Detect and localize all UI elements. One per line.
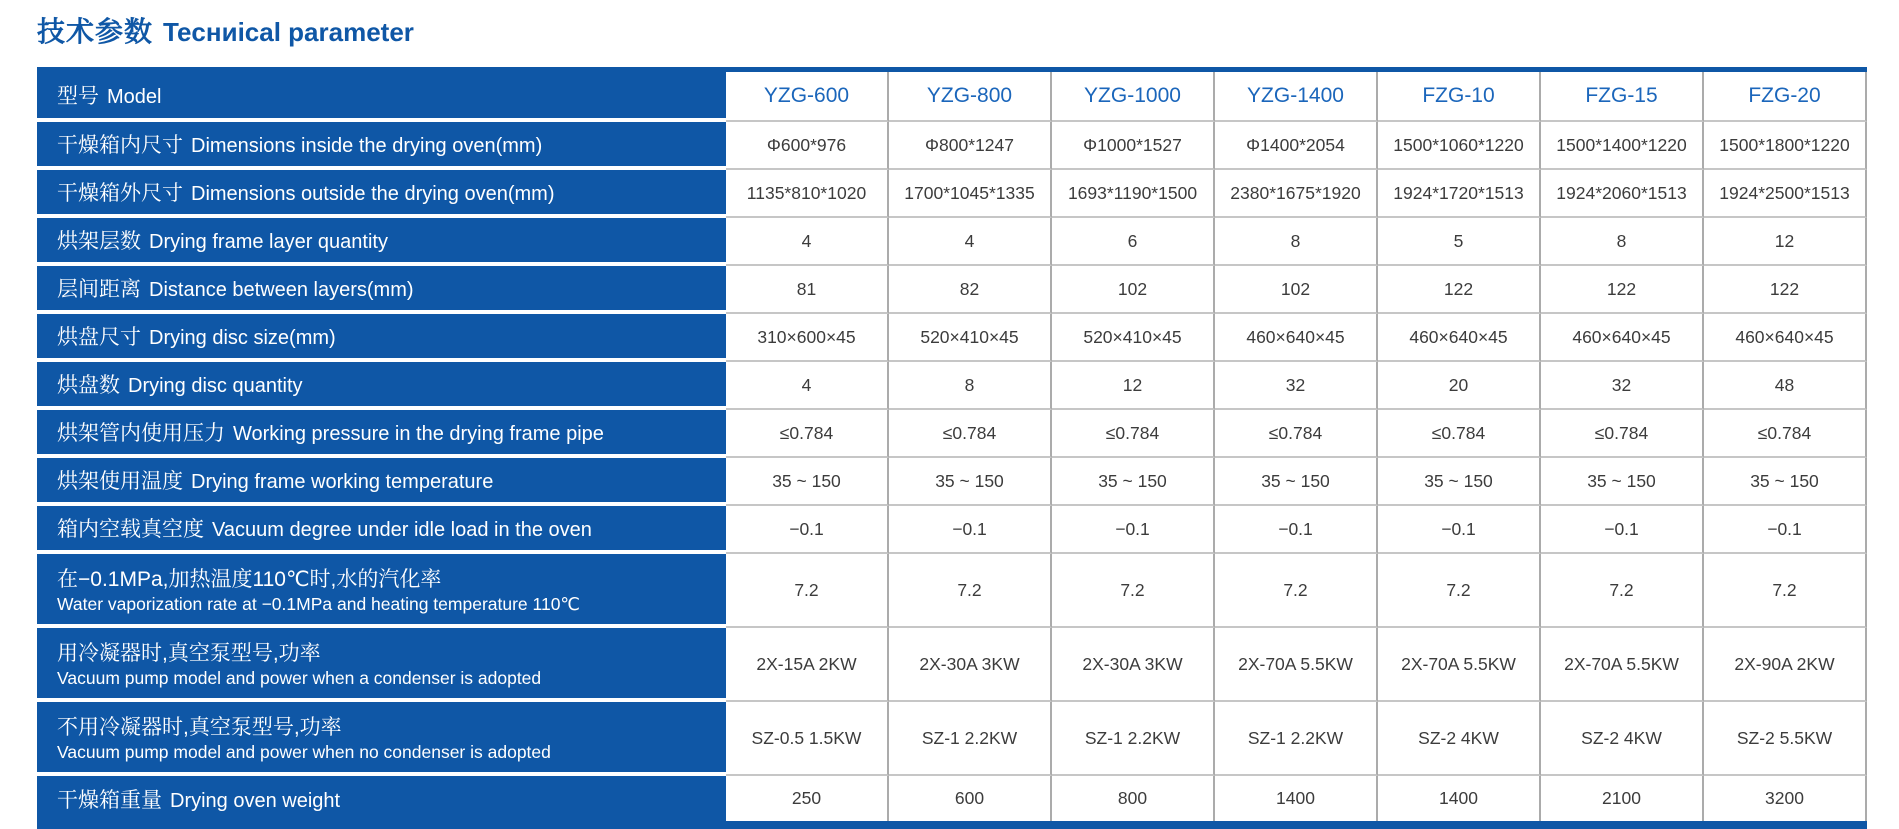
value-cell: 35 ~ 150 <box>1541 458 1704 506</box>
value-cell: 2X-15A 2KW <box>726 628 889 702</box>
page-title-en: Tecниical parameter <box>163 17 414 47</box>
table-row <box>37 628 1867 702</box>
value-cell: 2X-70A 5.5KW <box>1215 628 1378 702</box>
value-cell: 2X-30A 3KW <box>889 628 1052 702</box>
value-cell: Φ1000*1527 <box>1052 122 1215 170</box>
value-cell: −0.1 <box>1215 506 1378 554</box>
value-cell: SZ-2 4KW <box>1378 702 1541 776</box>
model-header-fzg-10: FZG-10 <box>1378 72 1541 122</box>
value-cell: SZ-1 2.2KW <box>1052 702 1215 776</box>
value-cell: 12 <box>1052 362 1215 410</box>
model-header-yzg-1000: YZG-1000 <box>1052 72 1215 122</box>
row-label-en: Vacuum pump model and power when no condenser is adopted <box>57 742 551 762</box>
value-cell: 7.2 <box>889 554 1052 628</box>
value-cell: −0.1 <box>726 506 889 554</box>
value-cell: 2100 <box>1541 776 1704 821</box>
page-title-zh: 技术参数 <box>37 16 154 47</box>
model-header-fzg-15: FZG-15 <box>1541 72 1704 122</box>
value-cell: 1135*810*1020 <box>726 170 889 218</box>
value-cell: 8 <box>889 362 1052 410</box>
value-cell: 2X-70A 5.5KW <box>1541 628 1704 702</box>
row-label-en: Water vaporization rate at −0.1MPa and heating temperature 110℃ <box>57 594 581 614</box>
value-cell: 1500*1060*1220 <box>1378 122 1541 170</box>
row-label-zh: 干燥箱内尺寸 <box>57 134 183 157</box>
value-cell: 7.2 <box>1052 554 1215 628</box>
value-cell: 12 <box>1704 218 1867 266</box>
row-label-cell <box>37 410 726 458</box>
row-label-zh: 用冷凝器时,真空泵型号,功率 <box>57 641 321 665</box>
row-label-en: Drying disc size(mm) <box>149 327 336 349</box>
table-row <box>37 506 1867 554</box>
value-cell: 460×640×45 <box>1704 314 1867 362</box>
value-cell: 48 <box>1704 362 1867 410</box>
row-label-cell <box>37 458 726 506</box>
row-label-zh: 烘架层数 <box>57 230 141 253</box>
value-cell: 7.2 <box>726 554 889 628</box>
row-label-cell <box>37 628 726 702</box>
row-label-cell <box>37 122 726 170</box>
row-label-en: Dimensions inside the drying oven(mm) <box>191 135 543 157</box>
row-label-cell <box>37 506 726 554</box>
value-cell: 460×640×45 <box>1378 314 1541 362</box>
row-label-zh: 层间距离 <box>57 278 141 301</box>
value-cell: SZ-2 5.5KW <box>1704 702 1867 776</box>
row-label-cell <box>37 218 726 266</box>
model-header-yzg-800: YZG-800 <box>889 72 1052 122</box>
value-cell: 82 <box>889 266 1052 314</box>
value-cell: 1924*2500*1513 <box>1704 170 1867 218</box>
value-cell: 5 <box>1378 218 1541 266</box>
model-header-yzg-1400: YZG-1400 <box>1215 72 1378 122</box>
value-cell: 460×640×45 <box>1215 314 1378 362</box>
value-cell: 7.2 <box>1378 554 1541 628</box>
row-label-cell <box>37 266 726 314</box>
value-cell: 35 ~ 150 <box>1052 458 1215 506</box>
table-row <box>37 314 1867 362</box>
value-cell: 1400 <box>1378 776 1541 821</box>
row-label-zh: 干燥箱重量 <box>57 788 162 812</box>
table-row <box>37 554 1867 628</box>
value-cell: Φ600*976 <box>726 122 889 170</box>
row-label-zh: 不用冷凝器时,真空泵型号,功率 <box>57 715 342 739</box>
value-cell: 7.2 <box>1704 554 1867 628</box>
value-cell: SZ-1 2.2KW <box>889 702 1052 776</box>
table-header-row <box>37 72 1867 122</box>
value-cell: 102 <box>1215 266 1378 314</box>
model-row-label-en: Model <box>107 86 162 108</box>
value-cell: 3200 <box>1704 776 1867 821</box>
row-label-en: Working pressure in the drying frame pipe <box>233 423 604 445</box>
row-label-en: Vacuum degree under idle load in the oven <box>212 519 592 541</box>
value-cell: ≤0.784 <box>1215 410 1378 458</box>
value-cell: 122 <box>1541 266 1704 314</box>
row-label-cell <box>37 362 726 410</box>
row-label-en: Drying frame working temperature <box>191 471 494 493</box>
value-cell: 2X-30A 3KW <box>1052 628 1215 702</box>
model-header-fzg-20: FZG-20 <box>1704 72 1867 122</box>
value-cell: ≤0.784 <box>1378 410 1541 458</box>
row-label-zh: 干燥箱外尺寸 <box>57 182 183 205</box>
model-row-label-cell <box>37 72 726 122</box>
table-row <box>37 410 1867 458</box>
row-label-cell <box>37 170 726 218</box>
value-cell: 4 <box>726 218 889 266</box>
value-cell: 520×410×45 <box>889 314 1052 362</box>
value-cell: 2X-70A 5.5KW <box>1378 628 1541 702</box>
row-label-cell <box>37 314 726 362</box>
row-label-en: Drying oven weight <box>170 789 341 812</box>
value-cell: Φ800*1247 <box>889 122 1052 170</box>
value-cell: 520×410×45 <box>1052 314 1215 362</box>
value-cell: 35 ~ 150 <box>889 458 1052 506</box>
value-cell: SZ-1 2.2KW <box>1215 702 1378 776</box>
value-cell: 250 <box>726 776 889 821</box>
value-cell: ≤0.784 <box>1704 410 1867 458</box>
value-cell: 1700*1045*1335 <box>889 170 1052 218</box>
value-cell: 1500*1800*1220 <box>1704 122 1867 170</box>
row-label-en: Distance between layers(mm) <box>149 279 414 301</box>
table-row <box>37 362 1867 410</box>
row-label-cell <box>37 554 726 628</box>
table-row <box>37 458 1867 506</box>
value-cell: 4 <box>889 218 1052 266</box>
value-cell: −0.1 <box>1704 506 1867 554</box>
value-cell: ≤0.784 <box>1052 410 1215 458</box>
value-cell: Φ1400*2054 <box>1215 122 1378 170</box>
value-cell: 35 ~ 150 <box>1704 458 1867 506</box>
value-cell: 122 <box>1378 266 1541 314</box>
model-header-yzg-600: YZG-600 <box>726 72 889 122</box>
row-label-zh: 在−0.1MPa,加热温度110℃时,水的汽化率 <box>57 567 442 591</box>
value-cell: 460×640×45 <box>1541 314 1704 362</box>
page-title <box>37 10 1899 50</box>
value-cell: 7.2 <box>1215 554 1378 628</box>
value-cell: 1693*1190*1500 <box>1052 170 1215 218</box>
value-cell: ≤0.784 <box>726 410 889 458</box>
row-label-zh: 烘盘数 <box>57 374 120 397</box>
table-row <box>37 702 1867 776</box>
value-cell: 81 <box>726 266 889 314</box>
technical-parameter-table <box>37 67 1867 829</box>
model-row-label-zh: 型号 <box>57 85 99 108</box>
value-cell: 2X-90A 2KW <box>1704 628 1867 702</box>
table-row <box>37 170 1867 218</box>
row-label-zh: 箱内空载真空度 <box>57 518 204 541</box>
value-cell: 1924*1720*1513 <box>1378 170 1541 218</box>
value-cell: 1924*2060*1513 <box>1541 170 1704 218</box>
value-cell: 2380*1675*1920 <box>1215 170 1378 218</box>
value-cell: 4 <box>726 362 889 410</box>
value-cell: 6 <box>1052 218 1215 266</box>
value-cell: 35 ~ 150 <box>1378 458 1541 506</box>
table-row <box>37 218 1867 266</box>
value-cell: ≤0.784 <box>1541 410 1704 458</box>
value-cell: 1400 <box>1215 776 1378 821</box>
value-cell: SZ-2 4KW <box>1541 702 1704 776</box>
value-cell: 122 <box>1704 266 1867 314</box>
value-cell: 8 <box>1215 218 1378 266</box>
value-cell: 32 <box>1215 362 1378 410</box>
value-cell: 35 ~ 150 <box>1215 458 1378 506</box>
row-label-en: Vacuum pump model and power when a condenser is adopted <box>57 668 542 688</box>
value-cell: 600 <box>889 776 1052 821</box>
value-cell: 20 <box>1378 362 1541 410</box>
value-cell: −0.1 <box>889 506 1052 554</box>
value-cell: 7.2 <box>1541 554 1704 628</box>
value-cell: 35 ~ 150 <box>726 458 889 506</box>
row-label-en: Drying disc quantity <box>128 375 303 397</box>
value-cell: 800 <box>1052 776 1215 821</box>
value-cell: 310×600×45 <box>726 314 889 362</box>
value-cell: −0.1 <box>1541 506 1704 554</box>
row-label-en: Drying frame layer quantity <box>149 231 388 253</box>
table-row <box>37 122 1867 170</box>
value-cell: −0.1 <box>1052 506 1215 554</box>
table-row <box>37 266 1867 314</box>
value-cell: −0.1 <box>1378 506 1541 554</box>
value-cell: 8 <box>1541 218 1704 266</box>
value-cell: ≤0.784 <box>889 410 1052 458</box>
row-label-zh: 烘架使用温度 <box>57 470 183 493</box>
value-cell: 32 <box>1541 362 1704 410</box>
row-label-cell <box>37 702 726 776</box>
value-cell: SZ-0.5 1.5KW <box>726 702 889 776</box>
row-label-zh: 烘架管内使用压力 <box>57 422 225 445</box>
value-cell: 102 <box>1052 266 1215 314</box>
value-cell: 1500*1400*1220 <box>1541 122 1704 170</box>
row-label-zh: 烘盘尺寸 <box>57 326 141 349</box>
row-label-en: Dimensions outside the drying oven(mm) <box>191 183 555 205</box>
table-row <box>37 776 1867 821</box>
row-label-cell <box>37 776 726 821</box>
